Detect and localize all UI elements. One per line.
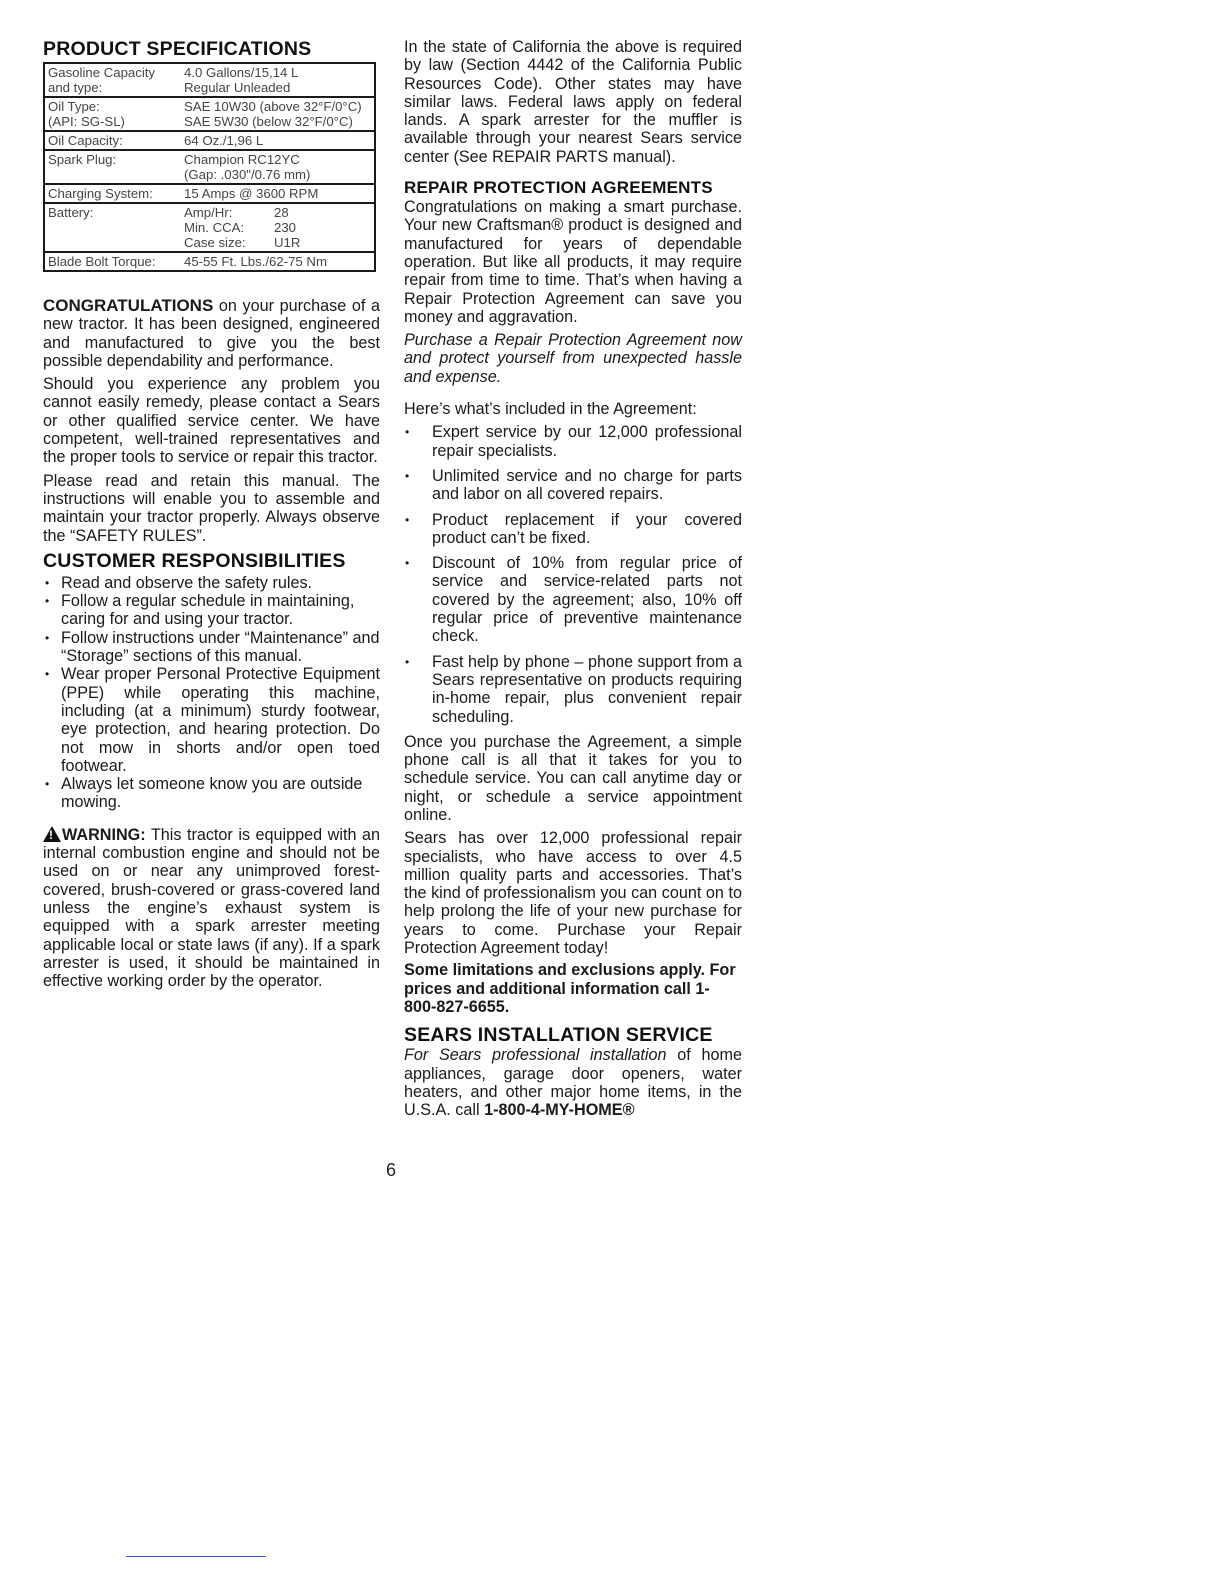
congrats-paragraph: CONGRATULATIONS on your purchase of a new tractor. It has been designed, engineered and manufactured to give you the best possible dependability and performance. bbox=[43, 296, 380, 370]
spec-row-charging: Charging System: 15 Amps @ 3600 RPM bbox=[44, 184, 375, 203]
service-paragraph: Should you experience any problem you cannot easily remedy, please contact a Sears or other qualified service center. We have competent, well-trained representatives and the proper tools to service or repair this tractor. bbox=[43, 375, 380, 467]
right-column bbox=[404, 38, 742, 1119]
divider bbox=[126, 1556, 266, 1557]
specs-table bbox=[43, 62, 376, 272]
install-paragraph: For Sears professional installation of home appliances, garage door openers, water heaters, and other major home items, in the U.S.A. call 1-800-4-MY-HOME® bbox=[404, 1046, 742, 1120]
california-paragraph: In the state of California the above is required by law (Section 4442 of the California Public Resources Code). Other states may have similar laws. Federal laws apply on federal lands. A spark arrester for the muffler is available through your nearest Sears service center (See REPAIR PARTS manual). bbox=[404, 38, 742, 166]
warning-paragraph: !WARNING: This tractor is equipped with an internal combustion engine and should not be used on or near any unimproved forest-covered, brush-covered or grass-covered land unless the engine’s exhaust system is equipped with a spark arrester meeting applicable local or state laws (if any). If a spark arrester is used, it should be maintained in effective working order by the operator. bbox=[43, 826, 380, 991]
repair-heading: REPAIR PROTECTION AGREEMENTS bbox=[404, 178, 713, 198]
responsibilities-list bbox=[43, 574, 380, 812]
manual-paragraph: Please read and retain this manual. The instructions will enable you to assemble and maintain your tractor properly. Always observe the “SAFETY RULES”. bbox=[43, 471, 380, 545]
install-heading: SEARS INSTALLATION SERVICE bbox=[404, 1024, 713, 1047]
repair-list bbox=[404, 423, 742, 725]
limitations-text: Some limitations and exclusions apply. For prices and additional information call 1-800-827-6655. bbox=[404, 961, 736, 1016]
spec-row-oil-capacity: Oil Capacity: 64 Oz./1,96 L bbox=[44, 131, 375, 150]
repair-italic-paragraph: Purchase a Repair Protection Agreement now and protect yourself from unexpected hassle and expense. bbox=[404, 331, 742, 386]
repair-paragraph: Congratulations on making a smart purchase. Your new Craftsman® product is designed and manufactured for years of dependable operation. But like all products, it may require repair from time to time. That’s when having a Repair Protection Agreement can save you money and aggravation. bbox=[404, 198, 742, 326]
list-item: • Unlimited service and no charge for parts and labor on all covered repairs. bbox=[404, 467, 742, 504]
warning-icon bbox=[43, 826, 61, 842]
page-number: 6 bbox=[386, 1160, 397, 1180]
repair-intro: Here’s what’s included in the Agreement: bbox=[404, 400, 697, 419]
left-column bbox=[43, 38, 380, 990]
list-item: • Wear proper Personal Protective Equipment (PPE) while operating this machine, including (at a minimum) sturdy footwear, eye protection, and hearing protection. Do not mow in shorts and/or open toed footwear. bbox=[43, 665, 380, 775]
schedule-paragraph: Once you purchase the Agreement, a simple phone call is all that it takes for you to schedule service. You can call anytime day or night, or schedule a service appointment online. bbox=[404, 732, 742, 824]
list-item: • Discount of 10% from regular price of service and service-related parts not covered by the agreement; also, 10% off regular price of preventive maintenance check. bbox=[404, 554, 742, 645]
list-item: • Fast help by phone – phone support from a Sears representative on products requiring in-home repair, plus convenient repair scheduling. bbox=[404, 653, 742, 726]
responsibilities-heading: CUSTOMER RESPONSIBILITIES bbox=[43, 549, 346, 572]
spec-row-gasoline: Gasoline Capacity and type: 4.0 Gallons/15,14 L Regular Unleaded bbox=[48, 65, 299, 95]
spec-row-blade-bolt: Blade Bolt Torque: 45-55 Ft. Lbs./62-75 Nm bbox=[44, 252, 375, 271]
list-item: • Follow instructions under “Maintenance” and “Storage” sections of this manual. bbox=[43, 629, 380, 666]
list-item: • Always let someone know you are outside mowing. bbox=[43, 775, 380, 812]
list-item: • Read and observe the safety rules. bbox=[43, 574, 380, 592]
spec-row-spark-plug: Spark Plug: Champion RC12YC (Gap: .030"/0.76 mm) bbox=[44, 150, 375, 184]
specs-heading: PRODUCT SPECIFICATIONS bbox=[43, 38, 312, 60]
list-item: • Expert service by our 12,000 professional repair specialists. bbox=[404, 423, 742, 460]
specialists-paragraph: Sears has over 12,000 professional repair specialists, who have access to over 4.5 million quality parts and accessories. That’s the kind of professionalism you can count on to help prolong the life of your new purchase for years to come. Purchase your Repair Protection Agreement today! bbox=[404, 829, 742, 958]
list-item: • Follow a regular schedule in maintaining, caring for and using your tractor. bbox=[43, 592, 380, 629]
spec-row-battery: Battery: Amp/Hr: 28 Min. CCA: 230 Case size: U1R bbox=[44, 203, 375, 252]
list-item: • Product replacement if your covered product can’t be fixed. bbox=[404, 511, 742, 548]
spec-row-oil-type: Oil Type: (API: SG-SL) SAE 10W30 (above 32°F/0°C) SAE 5W30 (below 32°F/0°C) bbox=[44, 97, 375, 131]
